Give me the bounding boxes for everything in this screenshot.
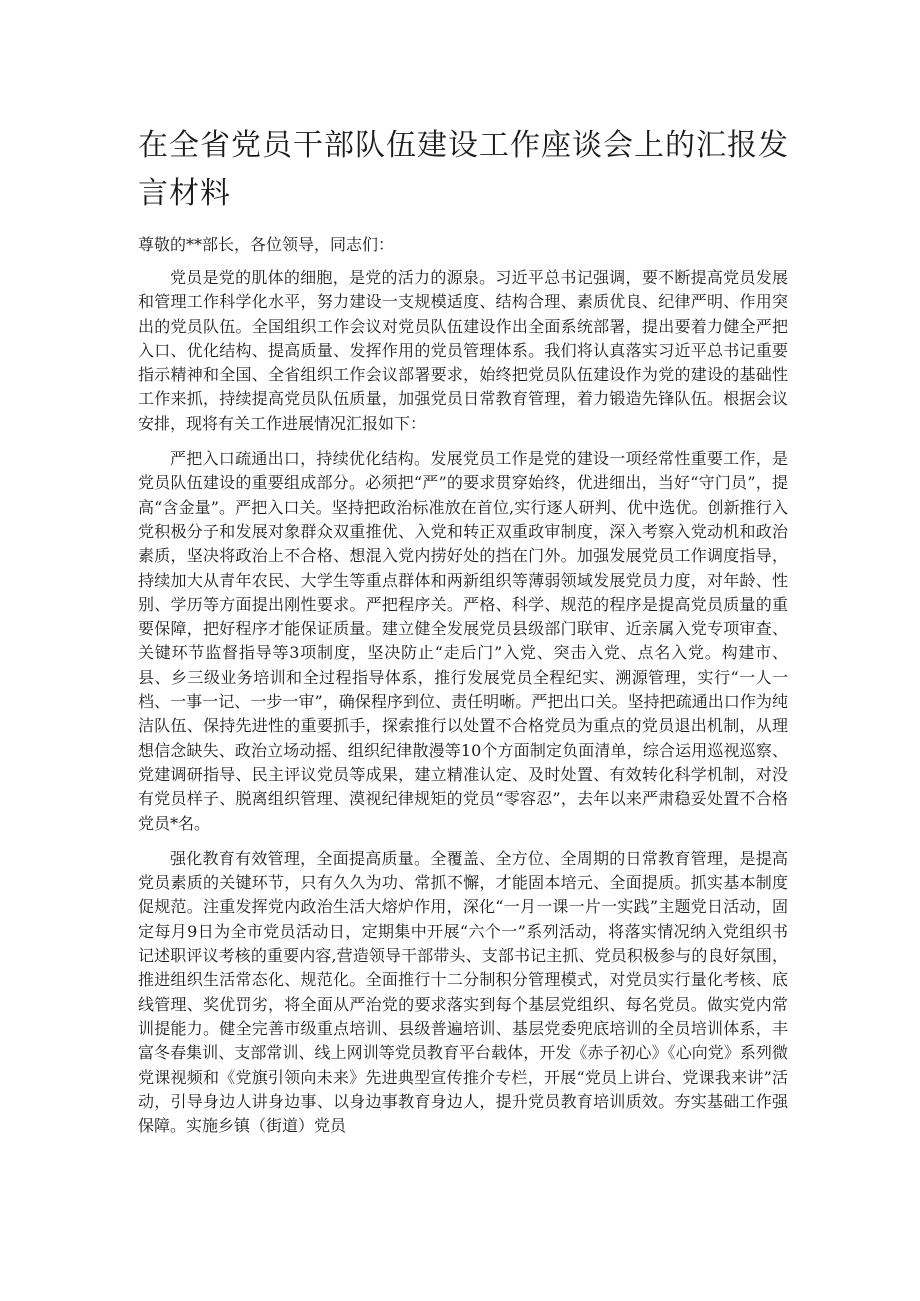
salutation: 尊敬的**部长，各位领导，同志们： <box>138 235 395 254</box>
paragraph-intro: 党员是党的肌体的细胞，是党的活力的源泉。习近平总书记强调，要不断提高党员发展和管理工作科学化水平，努力建设一支规模适度、结构合理、素质优良、纪律严明、作用突出的党员队伍。全国组织工作会议对党员队伍建设作出全面系统部署，提出要着力健全严把入口、优化结构、提高质量、发挥作用的党员管理体系。我们将认真落实习近平总书记重要指示精神和全国、全省组织工作会议部署要求，始终把党员队伍建设作为党的建设的基础性工作来抓，持续提高党员队伍质量，加强党员日常教育管理，着力锻造先锋队伍。根据会议安排，现将有关工作进展情况汇报如下： <box>138 268 788 433</box>
paragraph-education: 强化教育有效管理，全面提高质量。全覆盖、全方位、全周期的日常教育管理，是提高党员素质的关键环节，只有久久为功、常抓不懈，才能固本培元、全面提质。抓实基本制度促规范。注重发挥党内政治生活大熔炉作用，深化“一月一课一片一实践”主题党日活动，固定每月9日为全市党员活动日，定期集中开展“六个一”系列活动，将落实情况纳入党组织书记述职评议考核的重要内容,营造领导干部带头、支部书记主抓、党员积极参与的良好氛围，推进组织生活常态化、规范化。全面推行十二分制积分管理模式，对党员实行量化考核、底线管理、奖优罚劣，将全面从严治党的要求落实到每个基层党组织、每名党员。做实党内常训提能力。健全完善市级重点培训、县级普遍培训、基层党委兜底培训的全员培训体系，丰富冬春集训、支部常训、线上网训等党员教育平台载体，开发《赤子初心》《心向党》系列微党课视频和《党旗引领向未来》先进典型宣传推介专栏，开展“党员上讲台、党课我来讲”活动，引导身边人讲身边事、以身边事教育身边人，提升党员教育培训质效。夯实基础工作强保障。实施乡镇（街道）党员 <box>138 848 788 1136</box>
document-title: 在全省党员干部队伍建设工作座谈会上的汇报发言材料 <box>138 128 789 211</box>
document-body <box>138 266 788 1149</box>
paragraph-entry-exit: 严把入口疏通出口，持续优化结构。发展党员工作是党的建设一项经常性重要工作，是党员队伍建设的重要组成部分。必须把“严”的要求贯穿始终，优进细出，当好“守门员”，提高“含金量”。严把入口关。坚持把政治标准放在首位,实行逐人研判、优中选优。创新推行入党积极分子和发展对象群众双重推优、入党和转正双重政审制度，深入考察入党动机和政治素质，坚决将政治上不合格、想混入党内捞好处的挡在门外。加强发展党员工作调度指导，持续加大从青年农民、大学生等重点群体和两新组织等薄弱领域发展党员力度，对年龄、性别、学历等方面提出刚性要求。严把程序关。严格、科学、规范的程序是提高党员质量的重要保障，把好程序才能保证质量。建立健全发展党员县级部门联审、近亲属入党专项审查、关键环节监督指导等3项制度，坚决防止“走后门”入党、突击入党、点名入党。构建市、县、乡三级业务培训和全过程指导体系，推行发展党员全程纪实、溯源管理，实行“一人一档、一事一记、一步一审”，确保程序到位、责任明晰。严把出口关。坚持把疏通出口作为纯洁队伍、保持先进性的重要抓手，探索推行以处置不合格党员为重点的党员退出机制，从理想信念缺失、政治立场动摇、组织纪律散漫等10个方面制定负面清单，综合运用巡视巡察、党建调研指导、民主评议党员等成果，建立精准认定、及时处置、有效转化科学机制，对没有党员样子、脱离组织管理、漠视纪律规矩的党员“零容忍”，去年以来严肃稳妥处置不合格党员*名。 <box>138 449 788 833</box>
